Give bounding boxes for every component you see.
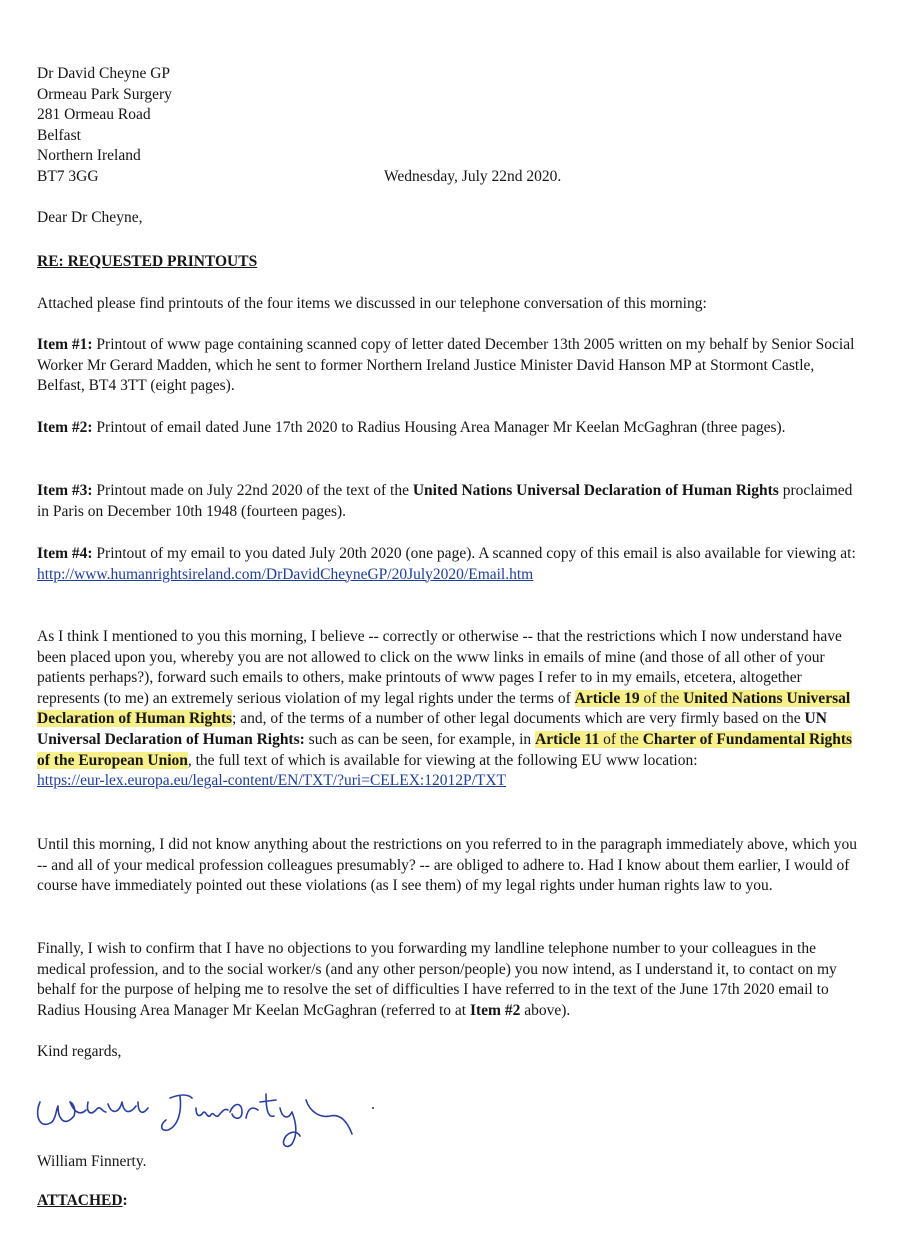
para-3-text: Finally, I wish to confirm that I have no objections to you forwarding my landline telephone number to your colleagues in the medical profession, and to the social worker/s (and any other person/people) you now intend, as I understand it, to contact on my behalf for the purpose of helping me to resolve the set of difficulties I have referred to in the text of the June 17th 2020 email to Radius Housing Area Manager Mr Keelan McGaghran (referred to at [37, 940, 837, 1019]
subject-text: RE: REQUESTED PRINTOUTS [37, 253, 258, 270]
para-1-text-3: such as can be seen, for example, in [304, 730, 536, 748]
address-line: Dr David Cheyne GP [37, 65, 171, 82]
item-2-text: Printout of email dated June 17th 2020 to Radius Housing Area Manager Mr Keelan McGaghran (three pages). [92, 419, 786, 436]
ink-dot [372, 1107, 374, 1109]
address-line: Ormeau Park Surgery [37, 85, 172, 103]
article-19: Article 19 [574, 689, 640, 707]
address-line: 281 Ormeau Road [37, 106, 151, 124]
handwritten-signature [30, 1072, 370, 1152]
para-1-text-1: As I think I mentioned to you this morning, I believe -- correctly or otherwise -- that the restrictions which I now understand have been placed upon you, whereby you are not allowed to click on the www links in emails of mine (and those of all other of your patients perhaps?), forward such emails to others, make printouts of www pages I refer to in my emails, etcetera, altogether represents (to me) an extremely serious violation of my legal rights under the terms of [37, 628, 842, 707]
item-1-paragraph [37, 335, 860, 397]
article-11: Article 11 [535, 730, 600, 748]
attached-colon: : [122, 1192, 128, 1209]
item-1-text: Printout of www page containing scanned copy of letter dated December 13th 2005 written on my behalf by Senior Social Worker Mr Gerard Madden, which he sent to former Northern Ireland Justice Minister David Hanson MP at Stormont Castle, Belfast, BT4 3TT (eight pages). [37, 336, 855, 395]
article-19-of: of the [639, 689, 684, 707]
intro-paragraph: Attached please find printouts of the four items we discussed in our telephone conversation of this morning: [37, 295, 707, 312]
item-4-label: Item #4: [37, 545, 93, 562]
para-3-end: above). [520, 1001, 571, 1019]
earlier-knowledge-paragraph: Until this morning, I did not know anything about the restrictions on you referred to in the paragraph immediately above, which you -- and all of your medical profession colleagues presumably? -- are obliged to adhere to. Had I know about them earlier, I would of course have immediately pointed out these violations (as I see them) of my legal rights under human rights law to you. [37, 836, 858, 895]
item-3-text-a: Printout made on July 22nd 2020 of the text of the [92, 482, 413, 499]
item-2-reference: Item #2 [469, 1001, 521, 1019]
address-line: Northern Ireland [37, 147, 141, 165]
final-paragraph [37, 939, 860, 1021]
signatory-name: William Finnerty. [37, 1153, 147, 1170]
attached-label: ATTACHED [37, 1192, 123, 1209]
item-3-bold: United Nations Universal Declaration of Human Rights [412, 482, 779, 499]
un-udhr-bold: UN Universal Declaration of Human Rights: [37, 710, 827, 748]
para-1-text-4: , the full text of which is available for viewing at the following EU www location: [187, 751, 698, 769]
udhr-title: United Nations Universal Declaration of Human Rights [37, 689, 851, 728]
eur-lex-link[interactable]: https://eur-lex.europa.eu/legal-content/EN/TXT/?uri=CELEX:12012P/TXT [37, 772, 507, 790]
item-3-label: Item #3: [37, 482, 93, 499]
attached-heading [37, 1191, 860, 1212]
address-line: BT7 3GG [37, 167, 99, 185]
item-2-paragraph [37, 418, 860, 439]
item-4-text: Printout of my email to you dated July 20th 2020 (one page). A scanned copy of this email is also available for viewing at: [92, 545, 856, 562]
eu-charter-title: Charter of Fundamental Rights of the European Union [37, 730, 853, 769]
article-11-of: of the [599, 730, 643, 748]
item-3-text-b: proclaimed in Paris on December 10th 1948 (fourteen pages). [37, 482, 853, 520]
closing: Kind regards, [37, 1043, 122, 1060]
item-3-paragraph [37, 481, 860, 522]
salutation: Dear Dr Cheyne, [37, 209, 143, 226]
restrictions-paragraph [37, 627, 860, 792]
subject-heading [37, 252, 860, 273]
item-1-label: Item #1: [37, 336, 93, 353]
item-2-label: Item #2: [37, 419, 93, 436]
para-1-text-2: ; and, of the terms of a number of other legal documents which are very firmly based on the [232, 710, 805, 728]
item-4-paragraph [37, 544, 860, 585]
email-scan-link[interactable]: http://www.humanrightsireland.com/DrDavidCheyneGP/20July2020/Email.htm [37, 565, 534, 583]
letter-date: Wednesday, July 22nd 2020. [384, 168, 562, 185]
address-line: Belfast [37, 126, 81, 144]
